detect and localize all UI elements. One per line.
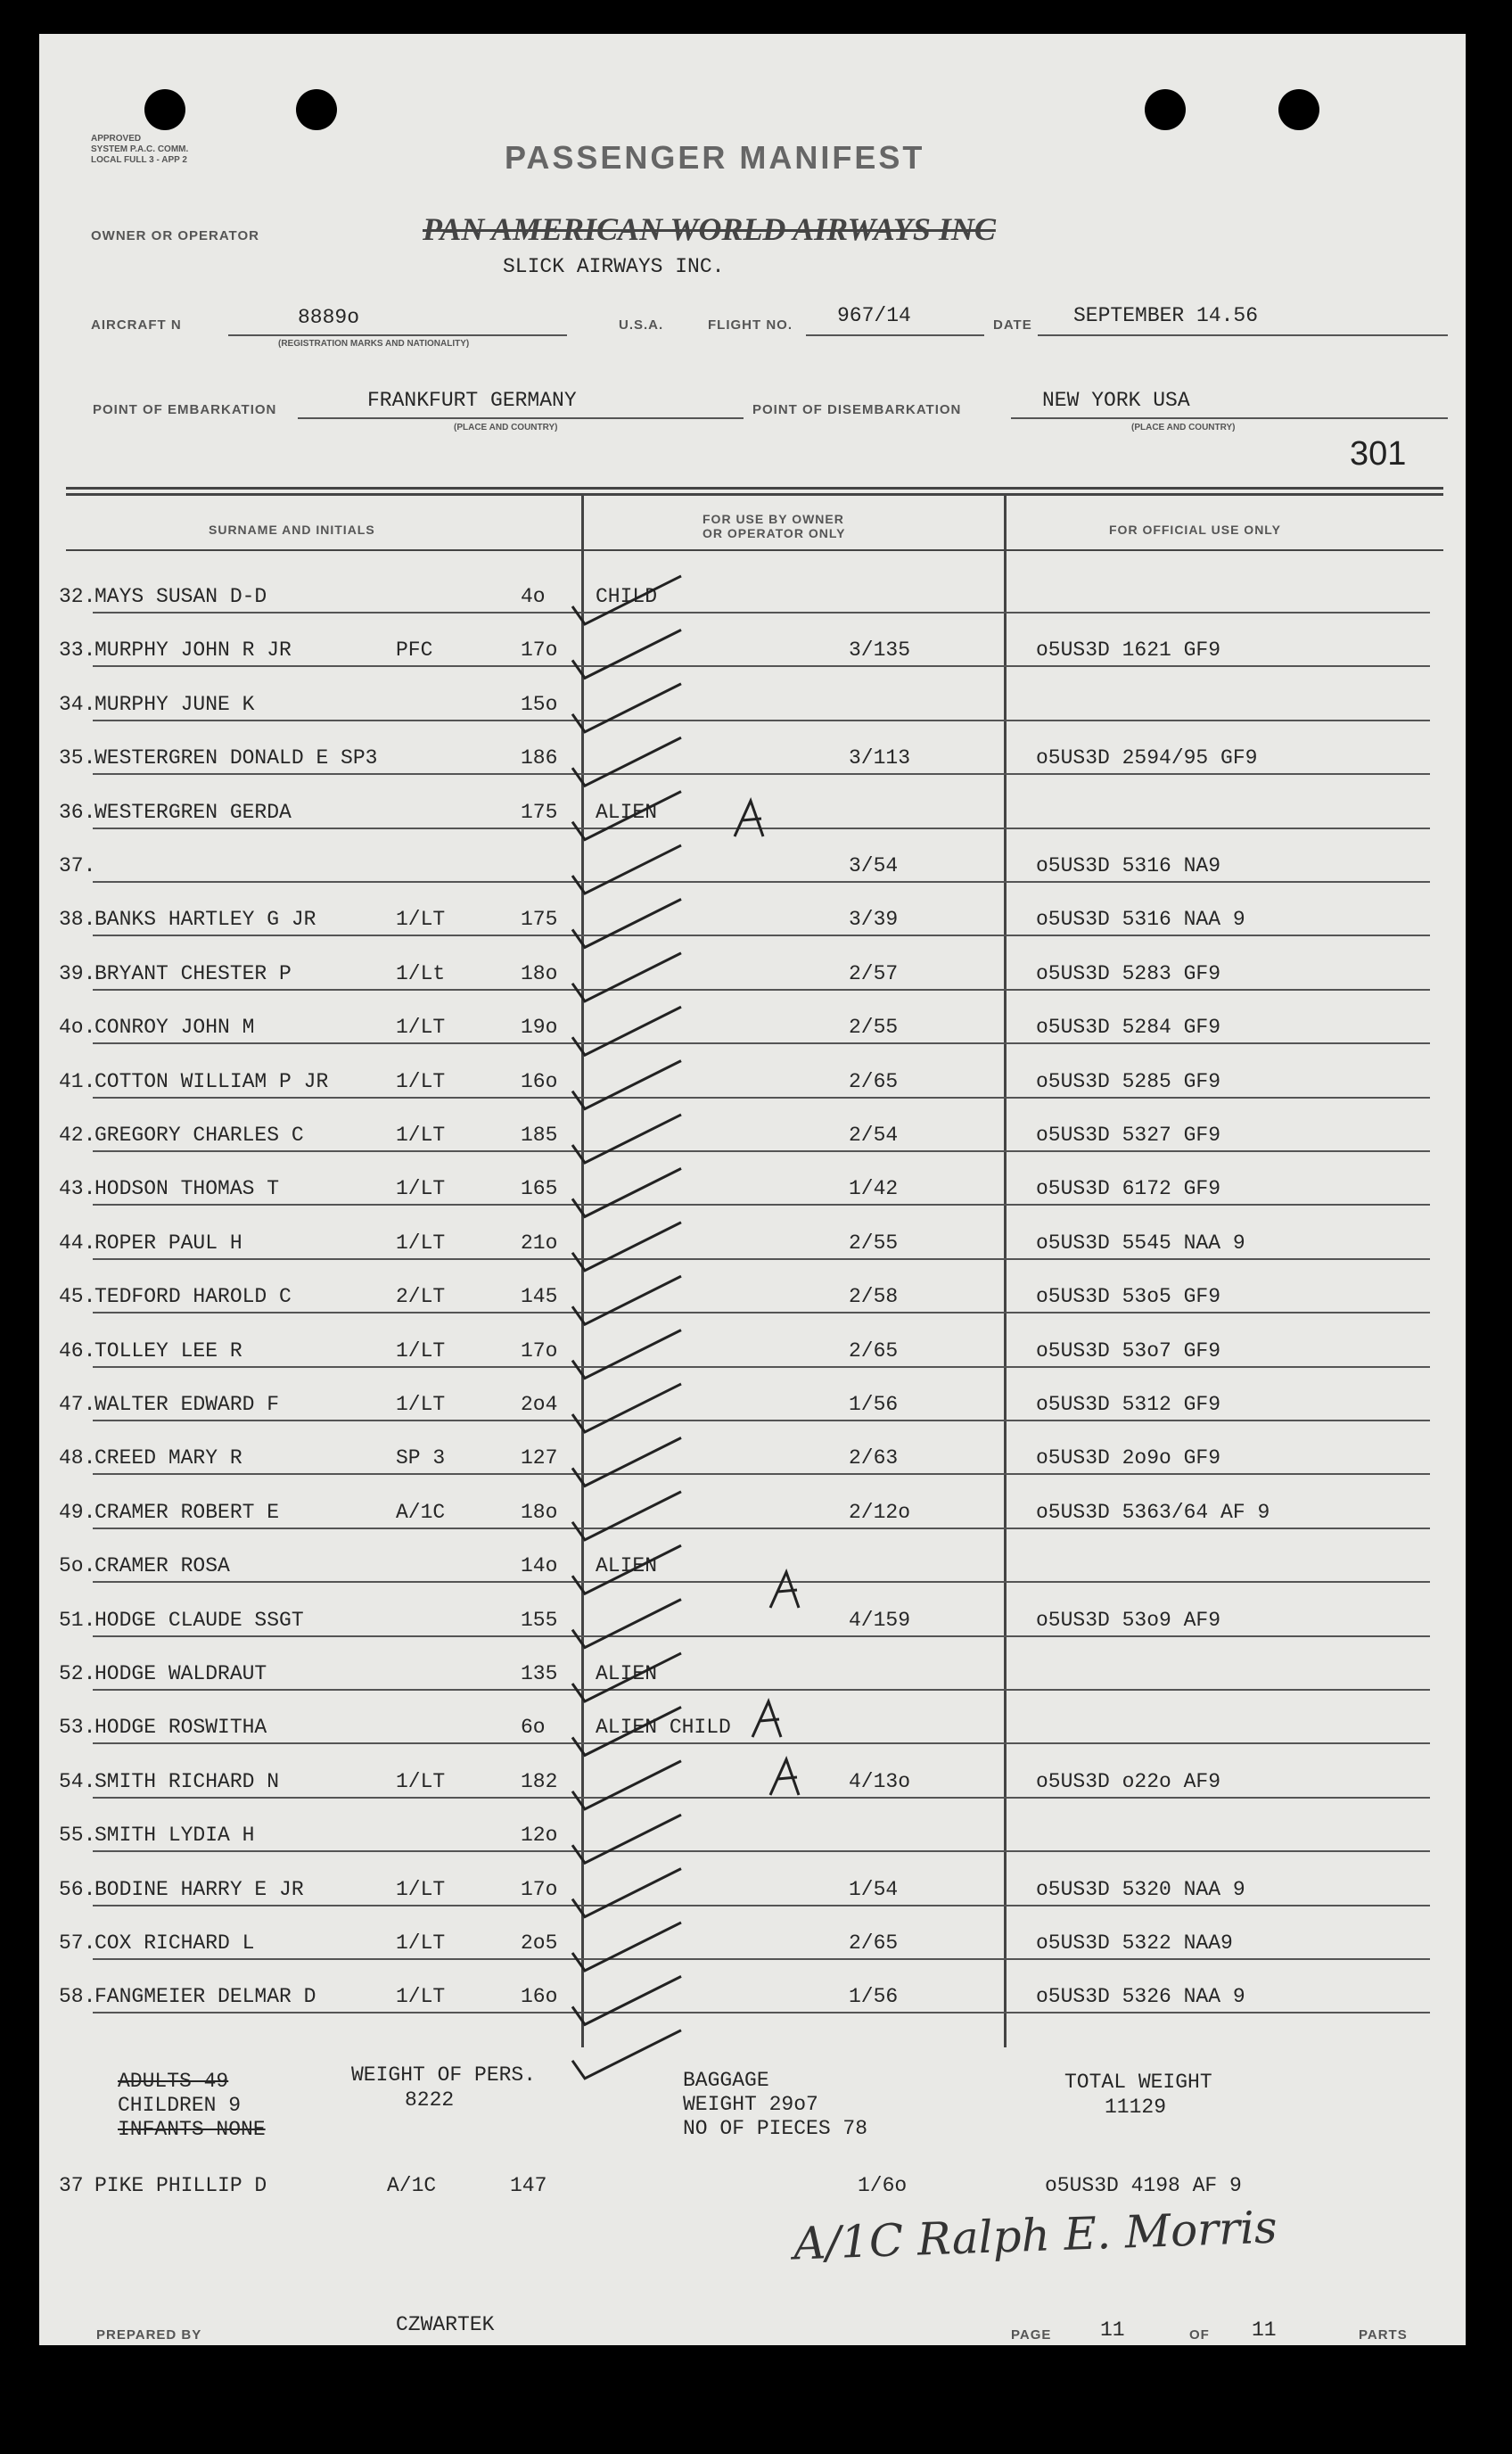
- handwritten-marks: [39, 34, 1466, 2345]
- weight-of-persons-label: WEIGHT OF PERS.: [351, 2063, 537, 2087]
- row-number: 53.: [59, 1716, 96, 1740]
- passenger-name: BRYANT CHESTER P: [94, 961, 292, 985]
- corner-note: APPROVED: [91, 134, 142, 144]
- baggage-count: 4/159: [849, 1608, 911, 1632]
- row-number: 43.: [59, 1177, 96, 1201]
- page-label: PAGE: [1011, 2327, 1052, 2343]
- passenger-rank: 1/LT: [396, 1769, 446, 1793]
- of-label: OF: [1189, 2327, 1210, 2343]
- check-mark: [572, 1168, 681, 1216]
- col-surname-header: SURNAME AND INITIALS: [209, 523, 375, 537]
- row-number: 46.: [59, 1338, 96, 1363]
- passenger-weight: 4o: [521, 585, 546, 608]
- check-mark: [572, 1330, 681, 1379]
- weight-of-persons: 8222: [405, 2088, 455, 2112]
- flight-number: 967/14: [837, 304, 911, 327]
- row-number: 42.: [59, 1124, 96, 1147]
- check-mark: [572, 1061, 681, 1109]
- passenger-note: ALIEN: [596, 1662, 658, 1685]
- place-caption: (PLACE AND COUNTRY): [454, 423, 558, 432]
- row-number: 39.: [59, 961, 96, 985]
- passenger-name: SMITH RICHARD N: [94, 1769, 280, 1793]
- page-number: 11: [1100, 2318, 1125, 2342]
- handwritten-a-mark: [770, 1759, 799, 1795]
- passenger-name: CREED MARY R: [94, 1446, 242, 1470]
- baggage-count: 2/12o: [849, 1500, 911, 1524]
- row-number: 5o.: [59, 1554, 96, 1578]
- corner-note: LOCAL FULL 3 - APP 2: [91, 155, 187, 165]
- official-code: o5US3D 5316 NAA 9: [1036, 908, 1245, 932]
- total-weight: 11129: [1105, 2096, 1167, 2119]
- check-mark: [572, 1976, 681, 2024]
- passenger-rank: 1/LT: [396, 908, 446, 932]
- row-number: 47.: [59, 1393, 96, 1416]
- passenger-weight: 16o: [521, 1069, 558, 1093]
- passenger-name: HODSON THOMAS T: [94, 1177, 280, 1201]
- check-mark: [572, 899, 681, 947]
- row-number: 55.: [59, 1824, 96, 1848]
- passenger-rank: 1/LT: [396, 1877, 446, 1901]
- disembark-label: POINT OF DISEMBARKATION: [752, 402, 962, 417]
- check-mark: [572, 1007, 681, 1055]
- baggage-count: 3/39: [849, 908, 899, 932]
- row-number: 45.: [59, 1285, 96, 1309]
- passenger-weight: 145: [521, 1285, 558, 1309]
- aircraft-number: 8889o: [298, 306, 360, 329]
- check-mark: [572, 1223, 681, 1271]
- passenger-note: ALIEN: [596, 800, 658, 824]
- check-mark: [572, 1545, 681, 1593]
- row-number: 56.: [59, 1877, 96, 1901]
- check-mark: [572, 1923, 681, 1971]
- baggage-count: 2/55: [849, 1231, 899, 1255]
- passenger-name: WESTERGREN GERDA: [94, 800, 292, 824]
- row-number: 37.: [59, 854, 96, 877]
- row-number: 36.: [59, 800, 96, 824]
- row-number: 44.: [59, 1231, 96, 1255]
- passenger-note: CHILD: [596, 585, 658, 608]
- passenger-weight: 175: [521, 908, 558, 932]
- handwritten-a-mark: [735, 801, 763, 836]
- registration-caption: (REGISTRATION MARKS AND NATIONALITY): [278, 339, 470, 349]
- passenger-name: HODGE CLAUDE SSGT: [94, 1608, 304, 1632]
- baggage-weight: WEIGHT 29o7: [683, 2093, 818, 2116]
- passenger-weight: 135: [521, 1662, 558, 1685]
- baggage-count: 1/42: [849, 1177, 899, 1201]
- row-number: 38.: [59, 908, 96, 932]
- baggage-count: 4/13o: [849, 1769, 911, 1793]
- operator-name: SLICK AIRWAYS INC.: [503, 255, 725, 278]
- passenger-rank: 1/LT: [396, 1016, 446, 1040]
- col-owner-header: FOR USE BY OWNER: [703, 512, 844, 526]
- passenger-name: FANGMEIER DELMAR D: [94, 1985, 316, 2009]
- baggage-count: 2/58: [849, 1285, 899, 1309]
- total-weight-label: TOTAL WEIGHT: [1064, 2071, 1212, 2094]
- passenger-rank: 1/Lt: [396, 961, 446, 985]
- operator-struck: PAN AMERICAN WORLD AIRWAYS INC: [423, 211, 996, 247]
- official-code: o5US3D 5326 NAA 9: [1036, 1985, 1245, 2009]
- official-code: o5US3D 5545 NAA 9: [1036, 1231, 1245, 1255]
- row-number: 33.: [59, 638, 96, 663]
- passenger-name: HODGE ROSWITHA: [94, 1716, 267, 1740]
- col-owner-header: OR OPERATOR ONLY: [703, 526, 846, 540]
- prepared-by: CZWARTEK: [396, 2313, 495, 2336]
- passenger-weight: 127: [521, 1446, 558, 1470]
- check-mark: [572, 1653, 681, 1701]
- signature: A/1C Ralph E. Morris: [793, 2201, 1278, 2270]
- official-code: o5US3D o22o AF9: [1036, 1769, 1221, 1793]
- passenger-rank: 1/LT: [396, 1124, 446, 1147]
- aircraft-label: AIRCRAFT N: [91, 317, 182, 333]
- baggage-count: 3/113: [849, 746, 911, 770]
- official-code: o5US3D 5283 GF9: [1036, 961, 1221, 985]
- official-code: o5US3D 5320 NAA 9: [1036, 1877, 1245, 1901]
- passenger-weight: 21o: [521, 1231, 558, 1255]
- flight-label: FLIGHT NO.: [708, 317, 793, 333]
- passenger-weight: 12o: [521, 1824, 558, 1848]
- check-mark: [572, 1869, 681, 1917]
- embark-label: POINT OF EMBARKATION: [93, 402, 277, 417]
- passenger-name: CRAMER ROSA: [94, 1554, 230, 1578]
- form-title: PASSENGER MANIFEST: [505, 139, 925, 176]
- check-mark: [572, 1815, 681, 1863]
- check-mark: [572, 1437, 681, 1486]
- passenger-weight: 17o: [521, 638, 558, 663]
- row-number: 49.: [59, 1500, 96, 1524]
- official-code: o5US3D 53o9 AF9: [1036, 1608, 1221, 1632]
- passenger-weight: 165: [521, 1177, 558, 1201]
- manifest-sheet: [39, 34, 1466, 2345]
- check-mark: [572, 1707, 681, 1755]
- row-number: 58.: [59, 1985, 96, 2009]
- check-mark: [572, 953, 681, 1001]
- check-mark: [572, 737, 681, 786]
- baggage-label: BAGGAGE: [683, 2069, 769, 2092]
- extra-row-official: o5US3D 4198 AF 9: [1045, 2174, 1242, 2197]
- passenger-note: ALIEN: [596, 1554, 658, 1578]
- passenger-name: MURPHY JOHN R JR: [94, 638, 292, 663]
- check-mark: [572, 1492, 681, 1540]
- passenger-name: CONROY JOHN M: [94, 1016, 255, 1040]
- official-code: o5US3D 6172 GF9: [1036, 1177, 1221, 1201]
- check-mark: [572, 792, 681, 840]
- disembark-place: NEW YORK USA: [1042, 389, 1190, 412]
- passenger-name: SMITH LYDIA H: [94, 1824, 255, 1848]
- totals-infants: INFANTS NONE: [118, 2118, 266, 2141]
- baggage-count: 2/54: [849, 1124, 899, 1147]
- page-total: 11: [1252, 2318, 1277, 2342]
- row-number: 34.: [59, 692, 96, 716]
- passenger-weight: 17o: [521, 1338, 558, 1363]
- parts-label: PARTS: [1359, 2327, 1408, 2343]
- passenger-weight: 17o: [521, 1877, 558, 1901]
- passenger-weight: 6o: [521, 1716, 546, 1740]
- baggage-count: 2/57: [849, 961, 899, 985]
- sheet-number: 301: [1350, 435, 1407, 473]
- check-mark: [572, 845, 681, 893]
- check-mark: [572, 1276, 681, 1324]
- baggage-count: 3/54: [849, 854, 899, 877]
- row-number: 57.: [59, 1931, 96, 1955]
- official-code: o5US3D 5312 GF9: [1036, 1393, 1221, 1416]
- handwritten-a-mark: [770, 1572, 799, 1608]
- passenger-name: TEDFORD HAROLD C: [94, 1285, 292, 1309]
- baggage-count: 2/65: [849, 1338, 899, 1363]
- baggage-count: 3/135: [849, 638, 911, 663]
- official-code: o5US3D 53o7 GF9: [1036, 1338, 1221, 1363]
- passenger-name: TOLLEY LEE R: [94, 1338, 242, 1363]
- row-number: 41.: [59, 1069, 96, 1093]
- passenger-name: GREGORY CHARLES C: [94, 1124, 304, 1147]
- baggage-count: 2/63: [849, 1446, 899, 1470]
- place-caption: (PLACE AND COUNTRY): [1131, 423, 1236, 432]
- passenger-weight: 155: [521, 1608, 558, 1632]
- check-mark: [572, 1761, 681, 1809]
- passenger-weight: 175: [521, 800, 558, 824]
- official-code: o5US3D 5327 GF9: [1036, 1124, 1221, 1147]
- passenger-name: HODGE WALDRAUT: [94, 1662, 267, 1685]
- extra-row-baggage: 1/6o: [858, 2174, 908, 2197]
- passenger-rank: PFC: [396, 638, 433, 663]
- passenger-rank: SP 3: [396, 1446, 446, 1470]
- passenger-rank: 2/LT: [396, 1285, 446, 1309]
- totals-adults: ADULTS 49: [118, 2070, 229, 2093]
- official-code: o5US3D 5363/64 AF 9: [1036, 1500, 1270, 1524]
- prepared-by-label: PREPARED BY: [96, 2327, 202, 2343]
- passenger-name: MAYS SUSAN D-D: [94, 585, 267, 608]
- check-mark: [572, 684, 681, 732]
- passenger-rank: 1/LT: [396, 1069, 446, 1093]
- passenger-weight: 14o: [521, 1554, 558, 1578]
- passenger-weight: 15o: [521, 692, 558, 716]
- baggage-count: 2/65: [849, 1931, 899, 1955]
- passenger-rank: 1/LT: [396, 1393, 446, 1416]
- row-number: 32.: [59, 585, 96, 608]
- passenger-weight: 2o4: [521, 1393, 558, 1416]
- passenger-name: COTTON WILLIAM P JR: [94, 1069, 329, 1093]
- row-number: 4o.: [59, 1016, 96, 1040]
- passenger-weight: 18o: [521, 961, 558, 985]
- totals-children: CHILDREN 9: [118, 2094, 242, 2117]
- passenger-weight: 18o: [521, 1500, 558, 1524]
- passenger-rank: 1/LT: [396, 1338, 446, 1363]
- extra-row-rank: A/1C: [387, 2174, 437, 2197]
- official-code: o5US3D 53o5 GF9: [1036, 1285, 1221, 1309]
- usa-label: U.S.A.: [619, 317, 664, 333]
- extra-row-name: PIKE PHILLIP D: [94, 2174, 267, 2197]
- extra-row-number: 37: [59, 2174, 84, 2197]
- official-code: o5US3D 5316 NA9: [1036, 854, 1221, 877]
- passenger-weight: 16o: [521, 1985, 558, 2009]
- row-number: 51.: [59, 1608, 96, 1632]
- embark-place: FRANKFURT GERMANY: [367, 389, 577, 412]
- corner-note: SYSTEM P.A.C. COMM.: [91, 144, 189, 154]
- passenger-weight: 186: [521, 746, 558, 770]
- check-mark: [572, 1115, 681, 1163]
- row-number: 48.: [59, 1446, 96, 1470]
- passenger-rank: 1/LT: [396, 1931, 446, 1955]
- flight-date: SEPTEMBER 14.56: [1073, 304, 1259, 327]
- baggage-count: 2/65: [849, 1069, 899, 1093]
- passenger-name: BODINE HARRY E JR: [94, 1877, 304, 1901]
- official-code: o5US3D 5285 GF9: [1036, 1069, 1221, 1093]
- handwritten-a-mark: [752, 1701, 781, 1737]
- date-label: DATE: [993, 317, 1032, 333]
- passenger-note: ALIEN CHILD: [596, 1716, 731, 1740]
- official-code: o5US3D 5284 GF9: [1036, 1016, 1221, 1040]
- passenger-rank: 1/LT: [396, 1177, 446, 1201]
- passenger-name: WALTER EDWARD F: [94, 1393, 280, 1416]
- baggage-count: 1/56: [849, 1985, 899, 2009]
- row-number: 54.: [59, 1769, 96, 1793]
- baggage-count: 1/54: [849, 1877, 899, 1901]
- baggage-pieces: NO OF PIECES 78: [683, 2117, 868, 2140]
- row-number: 35.: [59, 746, 96, 770]
- passenger-rank: 1/LT: [396, 1231, 446, 1255]
- passenger-name: CRAMER ROBERT E: [94, 1500, 280, 1524]
- extra-row-weight: 147: [510, 2174, 547, 2197]
- passenger-name: WESTERGREN DONALD E SP3: [94, 746, 378, 770]
- passenger-weight: 182: [521, 1769, 558, 1793]
- passenger-rank: 1/LT: [396, 1985, 446, 2009]
- check-mark: [572, 1384, 681, 1432]
- official-code: o5US3D 5322 NAA9: [1036, 1931, 1233, 1955]
- passenger-name: MURPHY JUNE K: [94, 692, 255, 716]
- passenger-weight: 2o5: [521, 1931, 558, 1955]
- check-mark: [572, 2030, 681, 2079]
- passenger-rank: A/1C: [396, 1500, 446, 1524]
- check-mark: [572, 576, 681, 624]
- owner-label: OWNER OR OPERATOR: [91, 228, 259, 243]
- row-number: 52.: [59, 1662, 96, 1685]
- baggage-count: 1/56: [849, 1393, 899, 1416]
- passenger-weight: 185: [521, 1124, 558, 1147]
- passenger-name: COX RICHARD L: [94, 1931, 255, 1955]
- baggage-count: 2/55: [849, 1016, 899, 1040]
- passenger-name: ROPER PAUL H: [94, 1231, 242, 1255]
- col-official-header: FOR OFFICIAL USE ONLY: [1109, 523, 1281, 537]
- check-mark: [572, 1600, 681, 1648]
- official-code: o5US3D 2o9o GF9: [1036, 1446, 1221, 1470]
- passenger-weight: 19o: [521, 1016, 558, 1040]
- passenger-name: BANKS HARTLEY G JR: [94, 908, 316, 932]
- check-mark: [572, 630, 681, 678]
- official-code: o5US3D 1621 GF9: [1036, 638, 1221, 663]
- official-code: o5US3D 2594/95 GF9: [1036, 746, 1258, 770]
